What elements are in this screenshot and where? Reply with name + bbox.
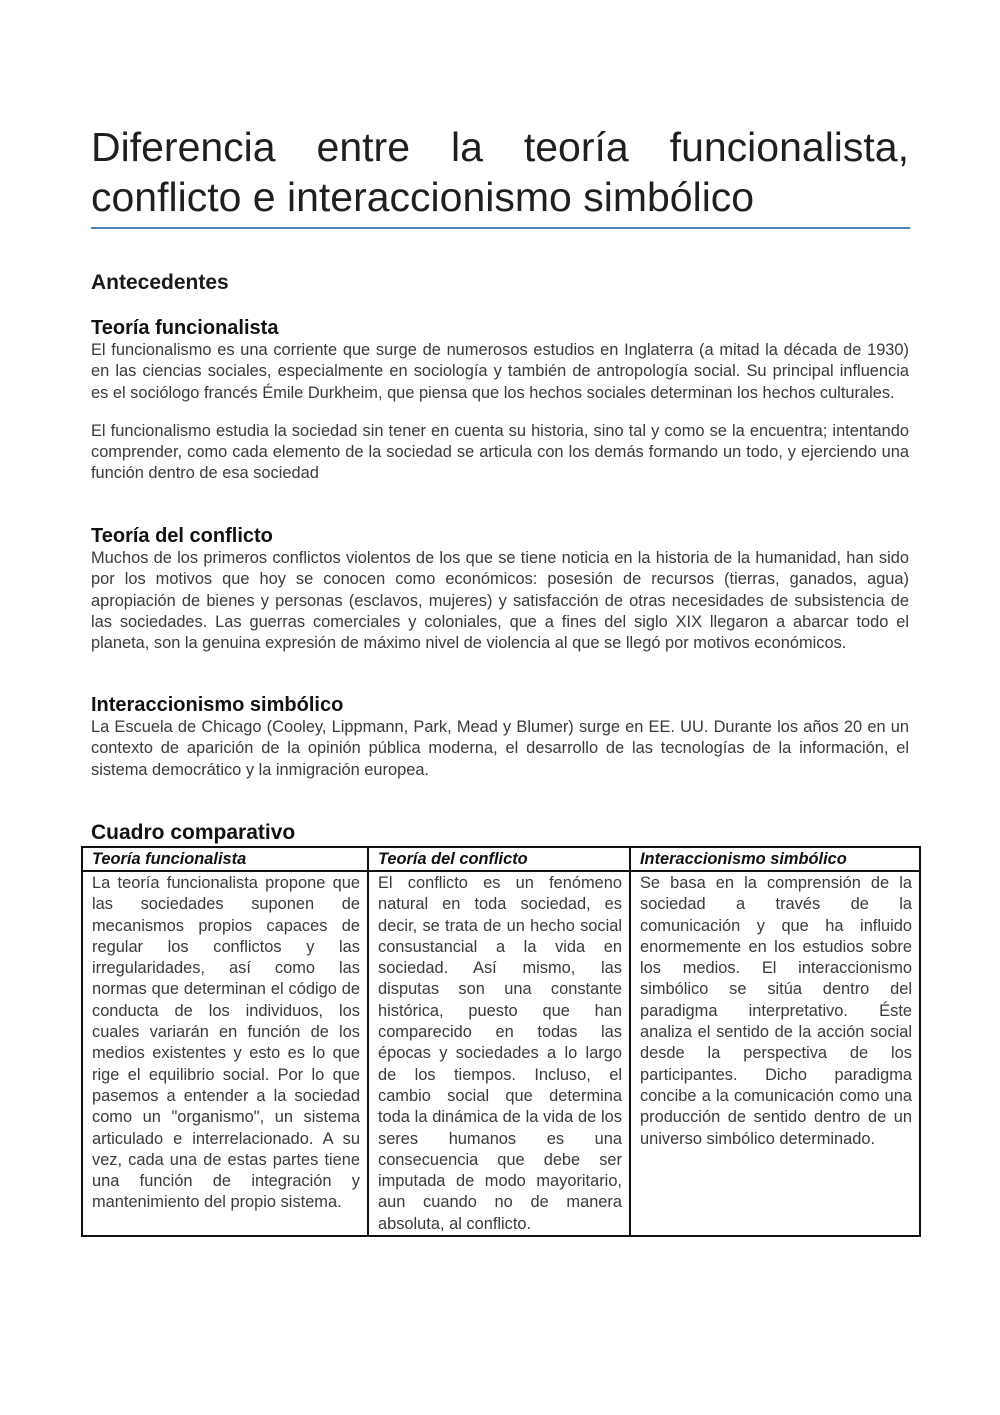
section-heading-funcionalista: Teoría funcionalista <box>91 317 279 339</box>
section-interaccionismo <box>91 693 909 781</box>
column-header-interaccionismo: Interaccionismo simbólico <box>630 847 920 871</box>
column-header-conflicto: Teoría del conflicto <box>368 847 630 871</box>
document-title <box>91 122 909 222</box>
table-header-row <box>82 847 920 871</box>
section-heading-interaccionismo: Interaccionismo simbólico <box>91 694 344 716</box>
cell-interaccionismo: Se basa en la comprensión de la sociedad a través de la comunicación y que ha influido enormemente en los estudios sobre los medios. El interaccionismo simbólico se sitúa dentro del paradigma interpretativo. Éste analiza el sentido de la acción social desde la perspectiva de los participantes. Dicho paradigma concibe a la comunicación como una producción de sentido dentro de un universo simbólico determinado. <box>630 871 920 1236</box>
section-funcionalista <box>91 316 909 485</box>
antecedentes-heading: Antecedentes <box>91 271 229 294</box>
comparison-table <box>81 846 921 1237</box>
paragraph-interaccionismo-1: La Escuela de Chicago (Cooley, Lippmann, Park, Mead y Blumer) surge en EE. UU. Durante los años 20 en un contexto de aparición de la opinión pública moderna, el desarrollo de las tecnologías de la información, el sistema democrático y la inmigración europea. <box>91 718 909 779</box>
document-title-line-2: conflicto e interaccionismo simbólico <box>91 174 755 220</box>
title-divider <box>91 227 910 229</box>
cuadro-heading: Cuadro comparativo <box>91 821 296 844</box>
document-title-line-1: Diferencia entre la teoría funcionalista, <box>91 124 909 170</box>
paragraph-funcionalista-1: El funcionalismo es una corriente que surge de numerosos estudios en Inglaterra (a mitad la década de 1930) en las ciencias sociales, especialmente en sociología y también de antropología social. Su principal influencia es el sociólogo francés Émile Durkheim, que piensa que los hechos sociales determinan los hechos culturales. <box>91 341 909 402</box>
cell-funcionalista: La teoría funcionalista propone que las sociedades suponen de mecanismos propios capaces de regular los conflictos y las irregularidades, así como las normas que determinan el código de conducta de los individuos, los cuales variarán en función de los medios existentes y esto es lo que rige el equilibrio social. Por lo que pasemos a entender a la sociedad como un "organismo", un sistema articulado e interrelacionado. A su vez, cada una de estas partes tiene una función de integración y mantenimiento del propio sistema. <box>82 871 368 1236</box>
paragraph-funcionalista-2: El funcionalismo estudia la sociedad sin tener en cuenta su historia, sino tal y como se la encuentra; intentando comprender, como cada elemento de la sociedad se articula con los demás formando un todo, y ejerciendo una función dentro de esa sociedad <box>91 421 909 483</box>
cell-conflicto: El conflicto es un fenómeno natural en toda sociedad, es decir, se trata de un hecho social consustancial a la vida en sociedad. Así mismo, las disputas son una constante histórica, puesto que han comparecido en todas las épocas y sociedades a lo largo de los tiempos. Incluso, el cambio social que determina toda la dinámica de la vida de los seres humanos es una consecuencia que debe ser imputada de modo mayoritario, aun cuando no de manera absoluta, al conflicto. <box>368 871 630 1236</box>
column-header-funcionalista: Teoría funcionalista <box>82 847 368 871</box>
section-heading-conflicto: Teoría del conflicto <box>91 525 273 547</box>
table-row <box>82 871 920 1236</box>
section-conflicto <box>91 524 909 654</box>
paragraph-conflicto-1: Muchos de los primeros conflictos violentos de los que se tiene noticia en la historia de la humanidad, han sido por los motivos que hoy se conocen como económicos: posesión de recursos (tierras, ganados, agua) apropiación de bienes y personas (esclavos, mujeres) y satisfacción de otras necesidades de subsistencia de las sociedades. Las guerras comerciales y coloniales, que a fines del siglo XIX llegaron a abarcar todo el planeta, son la genuina expresión de máximo nivel de violencia al que se llegó por motivos económicos. <box>91 549 909 653</box>
